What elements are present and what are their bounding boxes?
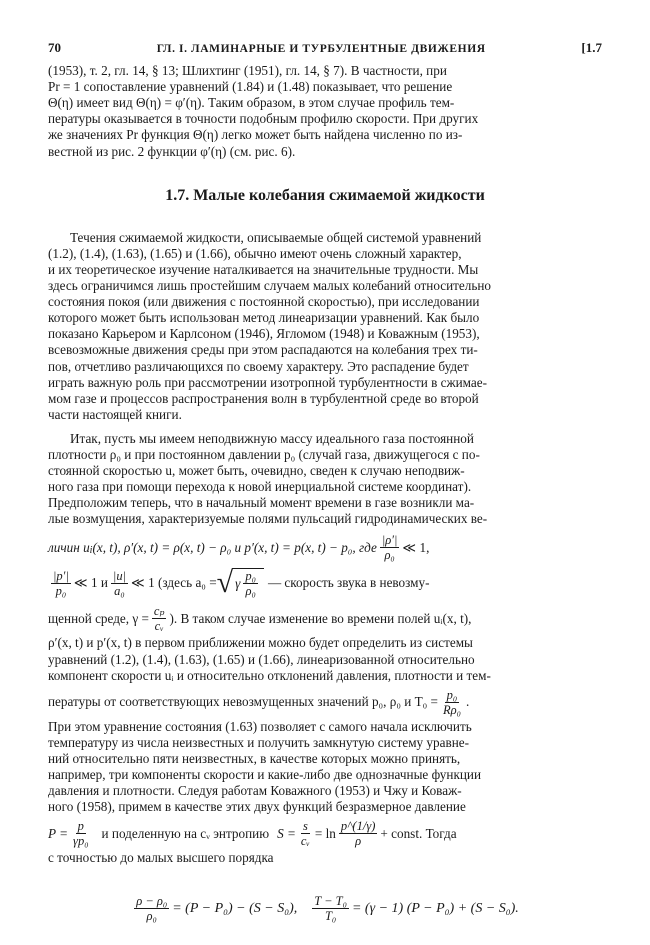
text-line: ρ′(x, t) и p′(x, t) в первом приближении можно будет определить из системы [48,635,473,651]
text-line: (1953), т. 2, гл. 14, § 13; Шлихтинг (1951), гл. 14, § 7). В частности, при [48,63,447,79]
math-text: = (P − P₀) − (S − S₀), [172,900,298,916]
fraction-numerator: |u| [112,568,127,583]
fraction-denominator: T₀ [324,909,337,924]
math-text: ). В таком случае изменение во времени полей uᵢ(x, t), [169,610,472,626]
text-line: Pr = 1 сопоставление уравнений (1.84) и (1.48) показывает, что решение [48,79,453,95]
text-line: плотности ρ₀ и при постоянном давлении p₀ (случай газа, движущегося с по- [48,446,480,462]
text-line: Итак, пусть мы имеем неподвижную массу идеального газа постоянной [70,430,474,446]
text-line: ний относительно пяти неизвестных, в качестве которых можно принять, [48,750,461,766]
fraction-denominator: ρ [355,834,362,849]
text-line: компонент скорости uᵢ и относительно отклонений давления, плотности и тем- [48,667,491,683]
fraction-numerator: p [77,819,84,834]
fraction-numerator: p₀ [245,569,256,584]
text-line: и их теоретическое изучение наталкивается на значительные трудности. Мы [48,261,479,277]
section-reference: [1.7 [581,40,602,55]
fraction [380,533,400,562]
fraction [339,819,378,848]
math-line-1 [48,533,602,562]
math-text: S = [277,825,296,841]
math-text: P = [48,825,69,841]
fraction-numerator: |ρ′| [381,533,398,548]
text-line: пературы оказывается в точности подобным профилю скорости. При других [48,111,479,127]
section-heading: 1.7. Малые колебания сжимаемой жидкости [165,186,485,204]
text-line: части настоящей книги. [48,406,182,422]
math-text: ≪ 1, [402,539,430,555]
text-line: всевозможные движения среды при этом распадаются на колебания трех ти- [48,342,478,358]
math-text: + const. Тогда [380,825,457,841]
final-equation [48,894,602,923]
fraction [299,819,312,848]
fraction-numerator: cₚ [153,604,165,619]
square-root [217,568,264,598]
math-line-2 [48,568,602,598]
fraction-denominator: p₀ [55,583,67,598]
fraction [134,894,169,923]
fraction [152,604,167,633]
text-line: При этом уравнение состояния (1.63) позволяет с самого начала исключить [48,718,472,734]
text-line: играть важную роль при рассмотрении изотропной турбулентности в сжимае- [48,374,488,390]
math-text: — скорость звука в невозму- [267,575,430,591]
paragraph-3 [48,719,602,867]
text-line: например, три компоненты скорости и какие-либо две однозначные функции [48,767,482,782]
text-line: лые возмущения, характеризуемые полями пульсаций гидродинамических ве- [48,511,488,527]
fraction-denominator: cᵥ [300,834,310,849]
text-line: стоянной скоростью u, может быть, очевидно, сведен к случаю неподвиж- [48,463,465,479]
text-line: же значениях Pr функция Θ(η) легко может быть найдена численно по из- [48,127,463,143]
math-text: личин u [48,539,90,555]
fraction-denominator: ρ₀ [384,548,395,563]
text-line: ного (1958), примем в качестве этих двух функций безразмерное давление [48,799,466,815]
fraction-denominator: ρ₀ [146,909,157,924]
text-line: здесь ограничимся лишь простейшим случаем малых колебаний относительно [48,278,492,294]
fraction [111,569,128,598]
fraction [312,894,349,923]
fraction-numerator: ρ − ρ₀ [136,894,168,909]
math-text: . [465,694,470,710]
chapter-title: ГЛ. I. ЛАМИНАРНЫЕ И ТУРБУЛЕНТНЫЕ ДВИЖЕНИЯ [156,43,486,55]
text-line: вестной из рис. 2 функции φ′(η) (см. рис. 6). [48,143,296,159]
text-line: пов, отчетливо различающихся по своему характеру. Это распадение будет [48,358,469,374]
math-text: щенной среде, γ = [48,610,149,626]
running-header [48,40,602,57]
text-line: (1.2), (1.4), (1.63), (1.65) и (1.66), обычно имеют очень сложный характер, [48,245,462,261]
text-line: температуру из числа неизвестных и получить замкнутую систему уравне- [48,734,469,750]
fraction [243,569,258,598]
math-text: (x, t), ρ′(x, t) = ρ(x, t) − ρ₀ и p′(x, t) = p(x, t) − p₀, где [92,539,377,555]
math-text: = ln [314,825,336,841]
text-line: мом газе и процессов распространения волн в турбулентной среде во второй [48,390,479,406]
math-line-3 [48,604,602,633]
fraction-denominator: a₀ [114,583,125,598]
text-line: давления и плотности. Следуя работам Коважного (1953) и Чжу и Коваж- [48,783,462,799]
paragraph-2 [48,431,602,717]
math-subscript: i [89,544,93,556]
fraction [441,688,463,717]
math-text: ≪ 1 (здесь a₀ = [131,575,217,591]
text-line: уравнений (1.2), (1.4), (1.63), (1.65) и (1.66), линеаризованной относительно [48,651,475,667]
fraction-denominator: cᵥ [154,619,164,634]
math-text: γ [235,575,241,591]
math-line-4 [48,688,602,717]
fraction [51,569,71,598]
math-text: = (γ − 1) (P − P₀) + (S − S₀). [351,900,519,916]
text-line: Предположим теперь, что в начальный момент времени в газе возникли ма- [48,495,475,511]
text-line: состояния покоя (или движения с постоянной скоростью), при исследовании [48,294,480,310]
radical-sign: √ [216,566,234,600]
intro-paragraph [48,63,602,160]
text-line: которого может быть использован метод линеаризации уравнений. Как было [48,310,480,326]
text-line: с точностью до малых высшего порядка [48,850,274,866]
fraction-numerator: T − T₀ [314,894,347,909]
math-text: и поделенную на cᵥ энтропию [101,825,270,841]
fraction-denominator: ρ₀ [245,584,256,599]
math-line-5 [48,819,602,848]
fraction-numerator: |p′| [53,568,69,583]
text-line: Θ(η) имеет вид Θ(η) = φ′(η). Таким образом, в этом случае профиль тем- [48,95,455,111]
text-line: ного газа при помощи перехода к новой инерциальной системе координат). [48,479,472,495]
fraction-denominator: γp₀ [73,834,89,849]
fraction-numerator: s [302,819,308,834]
fraction-denominator: Rρ₀ [442,702,461,717]
fraction-numerator: p^(1/γ) [340,819,376,834]
radicand [232,568,264,598]
fraction [71,819,91,848]
text-line: Течения сжимаемой жидкости, описываемые общей системой уравнений [70,229,482,245]
fraction-numerator: p₀ [446,687,458,702]
math-text: пературы от соответствующих невозмущенных значений p₀, ρ₀ и T₀ = [48,694,438,710]
math-text: ≪ 1 и [73,575,108,591]
text-line: показано Карьером и Карлсоном (1946), Ягломом (1948) и Коважным (1953), [48,326,480,342]
page-number: 70 [48,40,61,55]
paragraph-1 [48,230,602,423]
